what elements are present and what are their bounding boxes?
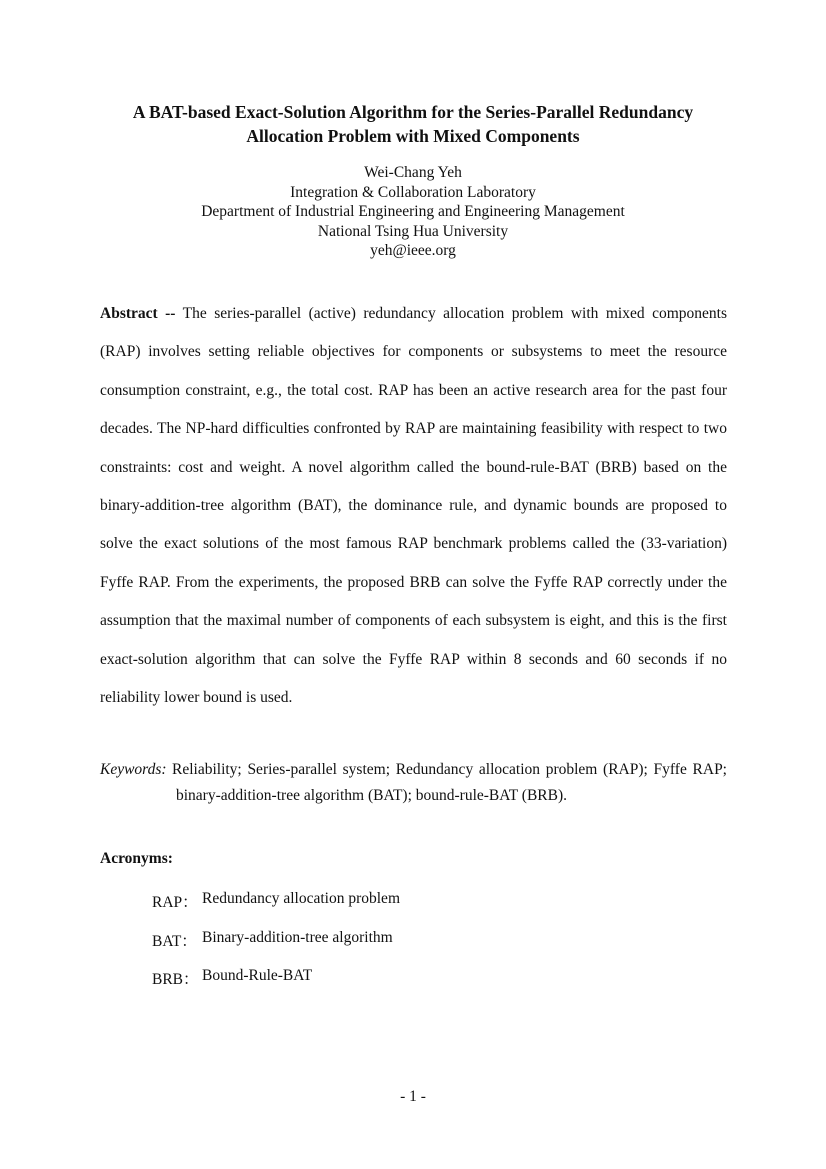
acronyms-heading: Acronyms: xyxy=(100,850,173,867)
author-name: Wei-Chang Yeh xyxy=(364,164,462,181)
acronym-list xyxy=(152,890,400,1006)
author-department: Department of Industrial Engineering and Engineering Management xyxy=(201,203,625,220)
acronym-abbr: BAT： xyxy=(152,932,197,950)
author-email: yeh@ieee.org xyxy=(370,242,456,259)
acronym-abbr: RAP： xyxy=(152,894,198,911)
acronym-definition: Redundancy allocation problem xyxy=(202,890,400,907)
paper-title-line-2: Allocation Problem with Mixed Components xyxy=(246,126,580,146)
acronym-item xyxy=(152,967,400,1006)
acronym-definition: Binary-addition-tree algorithm xyxy=(202,928,393,946)
author-university: National Tsing Hua University xyxy=(317,222,509,240)
acronym-item xyxy=(152,890,400,929)
acronym-abbr: BRB： xyxy=(152,971,199,988)
paper-title xyxy=(60,100,766,148)
abstract-label: Abstract -- xyxy=(100,305,176,322)
keywords-label: Keywords: xyxy=(100,761,167,778)
page-number: - 1 - xyxy=(400,1088,426,1105)
keywords-text: Reliability; Series-parallel system; Redundancy allocation problem (RAP); Fyffe RAP; binary-addition-tree algorithm (BAT); bound-rule-BAT (BRB). xyxy=(172,761,727,804)
paper-title-line-1: A BAT-based Exact-Solution Algorithm for the Series-Parallel Redundancy xyxy=(132,102,694,122)
acronym-item xyxy=(152,929,400,968)
acronym-definition: Bound-Rule-BAT xyxy=(202,967,313,984)
author-lab: Integration & Collaboration Laboratory xyxy=(290,183,536,201)
abstract-text: The series-parallel (active) redundancy allocation problem with mixed components (RAP) involves setting reliable objectives for components or subsystems to meet the resource consumption constraint, e.g., the total cost. RAP has been an active research area for the past four decades. The NP-hard difficulties confronted by RAP are maintaining feasibility with respect to two constraints: cost and weight. A novel algorithm called the bound-rule-BAT (BRB) based on the binary-addition-tree algorithm (BAT), the dominance rule, and dynamic bounds are proposed to solve the exact solutions of the most famous RAP benchmark problems called the (33-variation) Fyffe RAP. From the experiments, the proposed BRB can solve the Fyffe RAP correctly under the assumption that the maximal number of components of each subsystem is eight, and this is the first exact-solution algorithm that can solve the Fyffe RAP within 8 seconds and 60 seconds if no reliability lower bound is used. xyxy=(100,305,727,707)
keywords xyxy=(100,757,727,809)
abstract xyxy=(100,295,727,717)
author-block xyxy=(60,163,766,261)
